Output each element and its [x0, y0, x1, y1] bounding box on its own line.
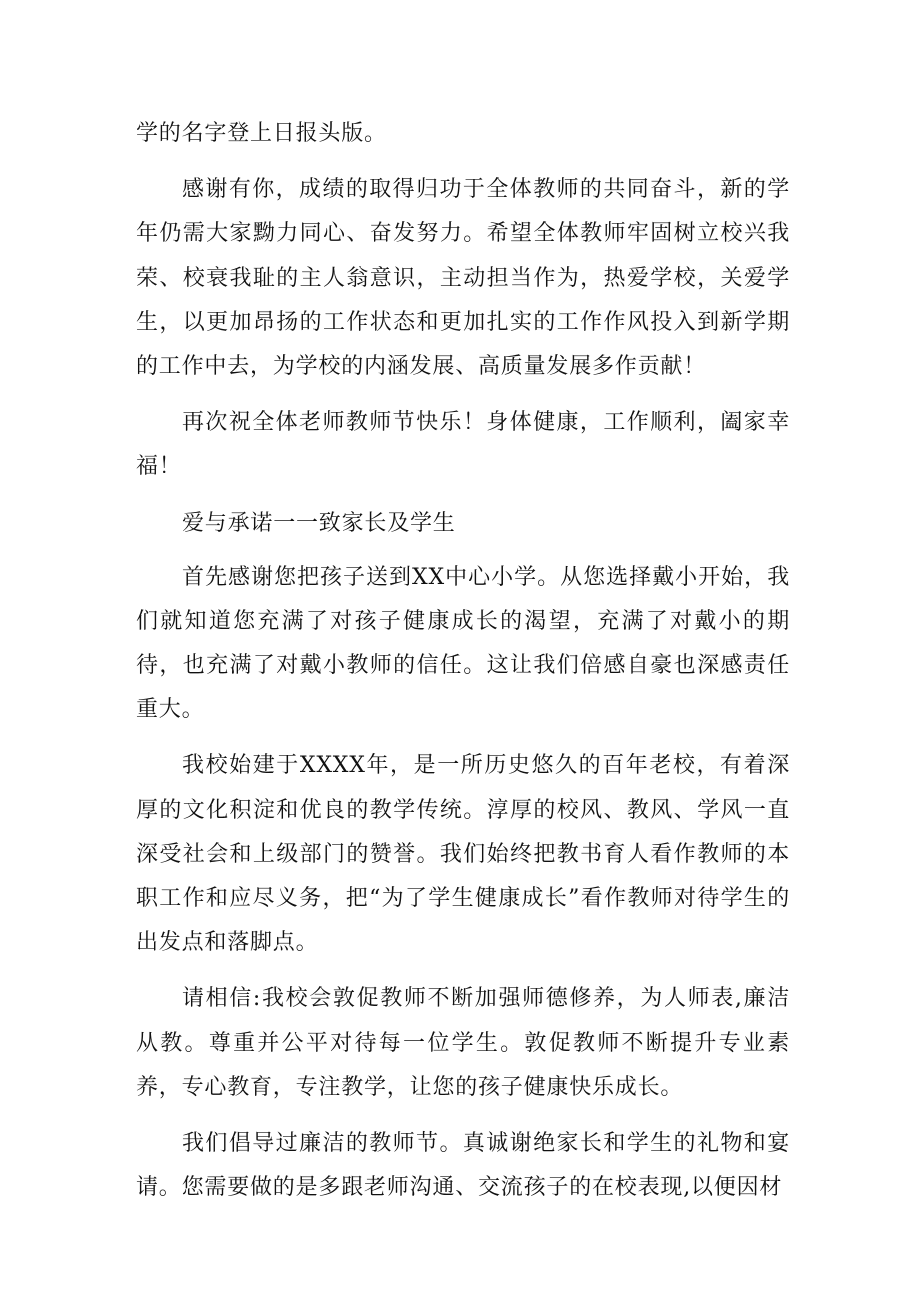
paragraph-welcome: 首先感谢您把孩子送到XX中心小学。从您选择戴小开始，我们就知道您充满了对孩子健康成长的渴望，充满了对戴小的期待，也充满了对戴小教师的信任。这让我们倍感自豪也深感责任重大。: [136, 564, 790, 723]
paragraph-thanks: 感谢有你，成绩的取得归功于全体教师的共同奋斗，新的学年仍需大家黝力同心、奋发努力。希望全体教师牢固树立校兴我荣、校衰我耻的主人翁意识，主动担当作为，热爱学校，关爱学生，以更加昂扬的工作状态和更加扎实的工作作风投入到新学期的工作中去，为学校的内涵发展、高质量发展多作贡献！: [136, 177, 790, 380]
paragraph-school-history: 我校始建于XXXX年，是一所历史悠久的百年老校，有着深厚的文化积淀和优良的教学传统。淳厚的校风、教风、学风一直深受社会和上级部门的赞誉。我们始终把教书育人看作教师的本职工作和应尽义务，把“为了学生健康成长”看作教师对待学生的出发点和落脚点。: [136, 753, 790, 956]
paragraph-clean-festival: 我们倡导过廉洁的教师节。真诚谢绝家长和学生的礼物和宴请。您需要做的是多跟老师沟通、交流孩子的在校表现,以便因材: [136, 1131, 790, 1201]
paragraph-wishes: 再次祝全体老师教师节快乐！身体健康，工作顺利，阖家幸福！: [136, 410, 790, 480]
paragraph-continuation: 学的名字登上日报头版。: [136, 121, 387, 146]
paragraph-commitment: 请相信:我校会敦促教师不断加强师德修养，为人师表,廉洁从教。尊重并公平对待每一位学生。敦促教师不断提升专业素养，专心教育，专注教学，让您的孩子健康快乐成长。: [136, 986, 790, 1100]
document-body: [136, 112, 790, 1222]
section-heading: 爱与承诺一一致家长及学生: [182, 510, 456, 536]
